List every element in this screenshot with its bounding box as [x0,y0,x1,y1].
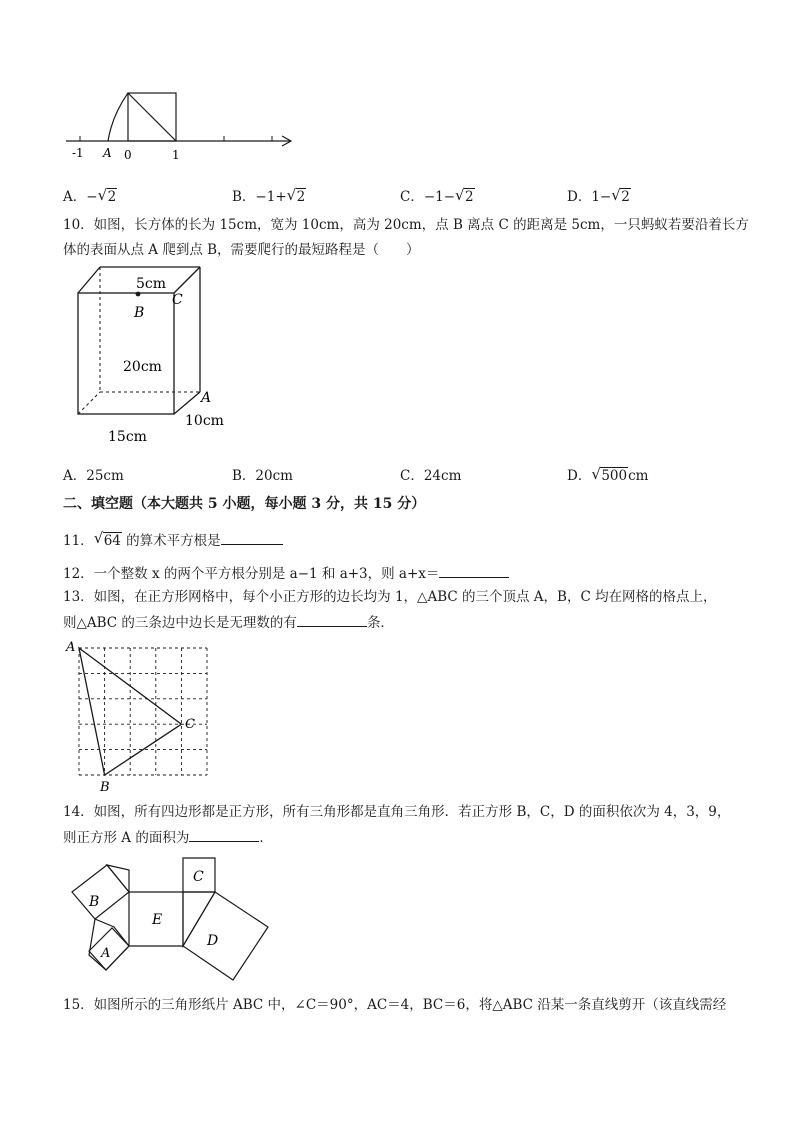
q12-text: 12．一个整数 x 的两个平方根分别是 a−1 和 a+3，则 a+x＝ [63,563,509,583]
q9-option-c: C．−1− √ 2 [400,186,474,205]
square-label-b: B [89,894,100,910]
q10-text-line2: 体的表面从点 A 爬到点 B，需要爬行的最短路程是（ ） [63,242,420,258]
q10-option-b: B．20cm [232,468,293,484]
grid-triangle-figure [62,638,210,794]
q10-text-line1: 10．如图，长方体的长为 15cm，宽为 10cm，高为 20cm，点 B 离点 C 的距离是 5cm，一只蚂蚁若要沿着长方 [63,217,749,233]
q14-text-line1: 14．如图，所有四边形都是正方形，所有三角形都是直角三角形．若正方形 B，C，D 的面积依次为 4，3，9， [63,804,731,820]
tick-label-0: 0 [124,148,132,162]
q12-answer-blank[interactable] [439,563,509,578]
cuboid-label-5cm: 5cm [136,276,167,292]
tick-label-neg1: -1 [72,146,84,160]
cuboid-label-c: C [172,292,183,308]
grid-label-a: A [66,640,76,655]
q9-option-a: A．− √ 2 [63,186,117,205]
square-label-e: E [152,912,163,928]
q14-text-line2: 则正方形 A 的面积为 ． [63,827,273,847]
q11-text: 11． √ 64 的算术平方根是 [63,530,283,550]
cuboid-label-a: A [201,390,212,406]
q11-answer-blank[interactable] [221,530,283,545]
cuboid-label-10cm: 10cm [185,413,224,429]
cuboid-label-20cm: 20cm [123,359,162,375]
q14-answer-blank[interactable] [189,827,259,842]
square-label-a: A [101,946,111,961]
q15-text-line1: 15．如图所示的三角形纸片 ABC 中，∠C＝90°，AC＝4，BC＝6，将△ABC 沿某一条直线剪开（该直线需经 [63,997,727,1013]
q10-option-d: D． √ 500cm [567,465,649,484]
grid-label-b: B [100,780,110,794]
square-label-c: C [193,869,204,885]
q10-option-a: A．25cm [63,468,124,484]
q13-text-line1: 13．如图，在正方形网格中，每个小正方形的边长均为 1，△ABC 的三个顶点 A，B，C 均在网格的格点上， [63,589,717,605]
cuboid-label-b: B [134,305,145,321]
q9-option-d: D．1− √ 2 [567,186,630,205]
point-label-a: A [103,146,112,160]
q10-option-c: C．24cm [400,468,462,484]
q13-text-line2: 则△ABC 的三条边中边长是无理数的有 条． [63,612,394,632]
cuboid-figure [60,264,250,449]
q9-option-b: B．−1+ √ 2 [232,186,306,205]
grid-label-c: C [185,717,195,732]
q13-answer-blank[interactable] [297,612,367,627]
cuboid-label-15cm: 15cm [108,429,147,445]
section-heading-fill-blank: 二、填空题（本大题共 5 小题，每小题 3 分，共 15 分） [63,496,426,512]
square-label-d: D [207,933,219,949]
tick-label-1: 1 [172,148,180,162]
number-line-figure [60,86,300,162]
squares-triangles-figure [62,850,272,990]
